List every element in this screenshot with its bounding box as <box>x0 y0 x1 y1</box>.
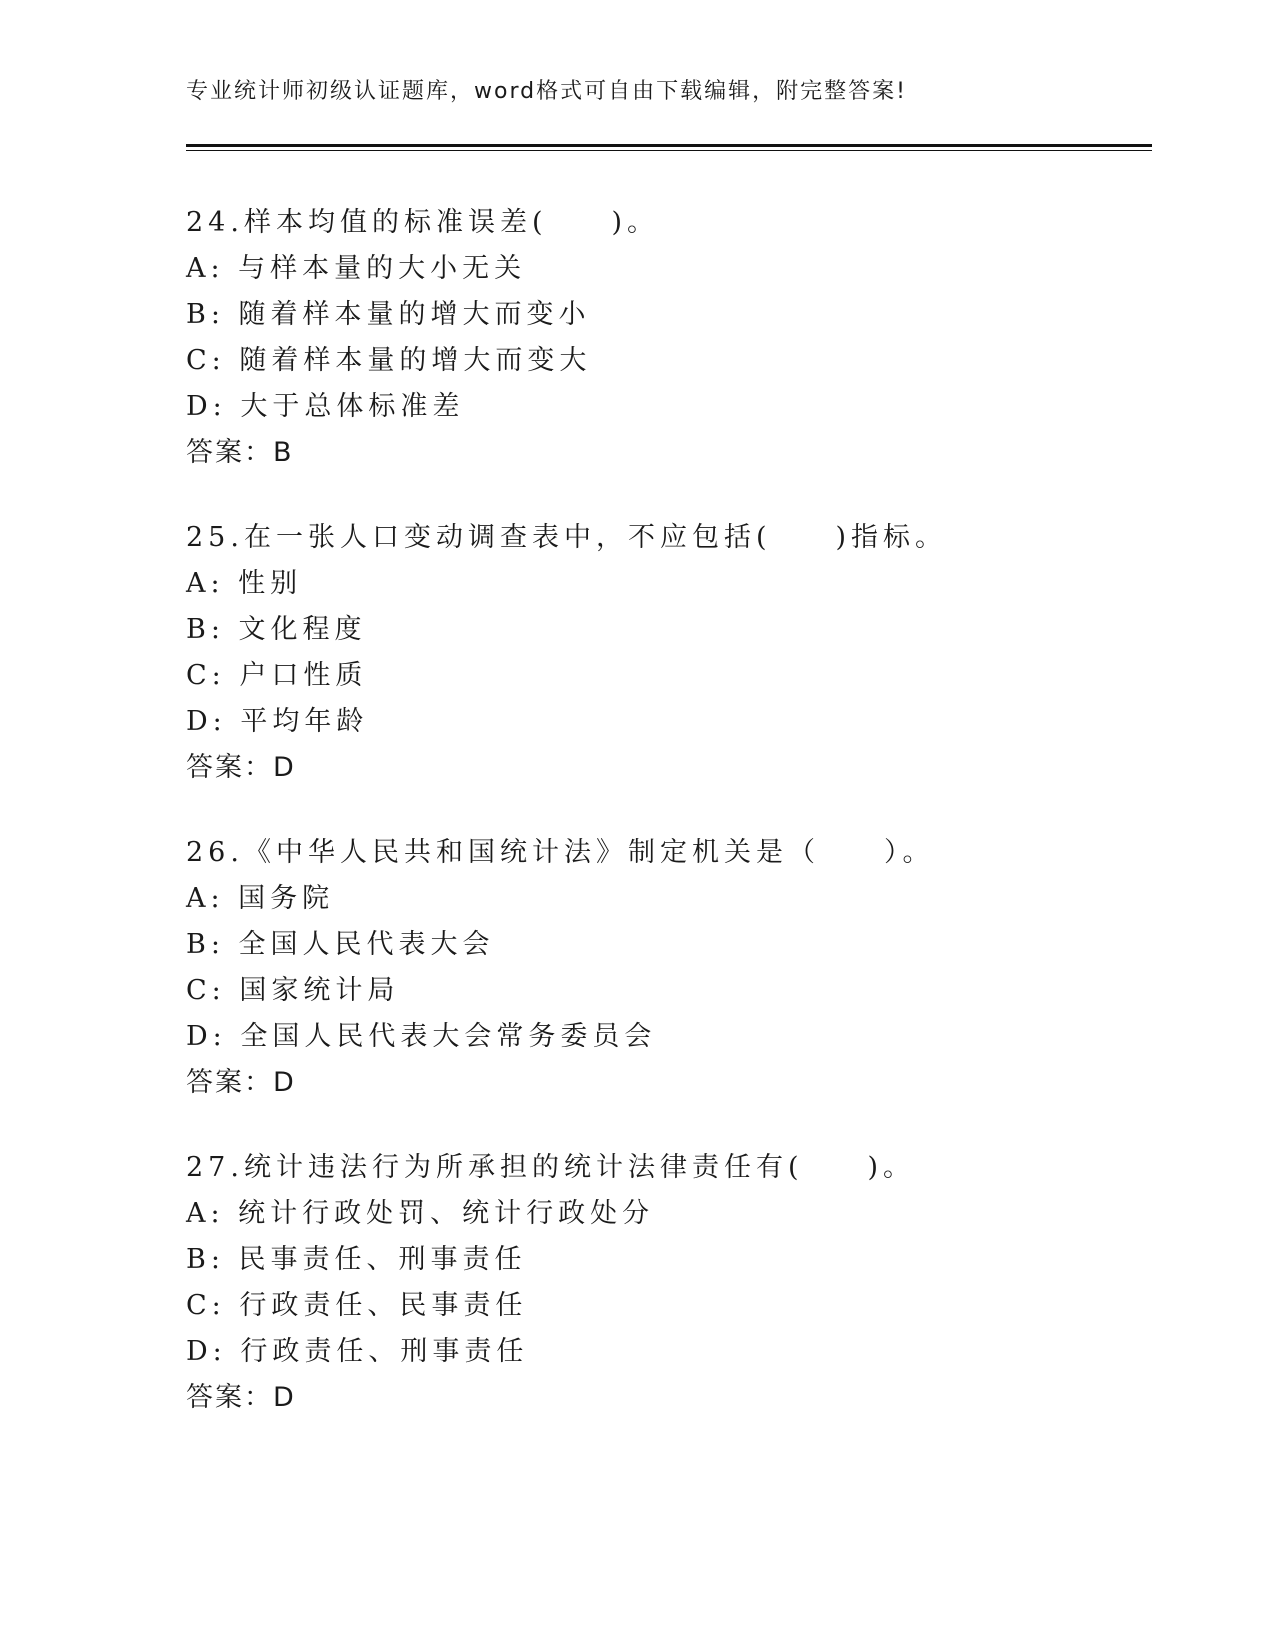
question-stem: 25.在一张人口变动调查表中，不应包括( )指标。 <box>186 522 948 553</box>
option-c: C: 国家统计局 <box>186 975 400 1006</box>
option-d: D: 行政责任、刑事责任 <box>186 1336 529 1367</box>
question-stem: 27.统计违法行为所承担的统计法律责任有( )。 <box>186 1152 916 1183</box>
question-27 <box>186 1145 1146 1421</box>
option-b: B: 民事责任、刑事责任 <box>186 1244 527 1275</box>
question-stem: 24.样本均值的标准误差( )。 <box>186 207 660 238</box>
option-d: D: 平均年龄 <box>186 706 369 737</box>
answer: 答案：D <box>186 752 296 783</box>
answer: 答案：D <box>186 1382 296 1413</box>
option-a: A: 国务院 <box>186 883 335 914</box>
header-rule-thin <box>186 150 1152 151</box>
option-b: B: 文化程度 <box>186 614 367 645</box>
option-b: B: 全国人民代表大会 <box>186 929 495 960</box>
option-a: A: 性别 <box>186 568 303 599</box>
header-rule-thick <box>186 144 1152 147</box>
question-26 <box>186 830 1146 1106</box>
option-c: C: 行政责任、民事责任 <box>186 1290 528 1321</box>
question-25 <box>186 515 1146 791</box>
question-24 <box>186 200 1146 476</box>
question-stem: 26.《中华人民共和国统计法》制定机关是（ ）。 <box>186 837 935 868</box>
option-c: C: 户口性质 <box>186 660 368 691</box>
option-d: D: 大于总体标准差 <box>186 391 465 422</box>
answer: 答案：B <box>186 437 294 468</box>
option-c: C: 随着样本量的增大而变大 <box>186 345 592 376</box>
option-d: D: 全国人民代表大会常务委员会 <box>186 1021 657 1052</box>
option-a: A: 与样本量的大小无关 <box>186 253 527 284</box>
option-a: A: 统计行政处罚、统计行政处分 <box>186 1198 655 1229</box>
answer: 答案：D <box>186 1067 296 1098</box>
page-header: 专业统计师初级认证题库，word格式可自由下载编辑，附完整答案! <box>186 79 907 104</box>
option-b: B: 随着样本量的增大而变小 <box>186 299 591 330</box>
